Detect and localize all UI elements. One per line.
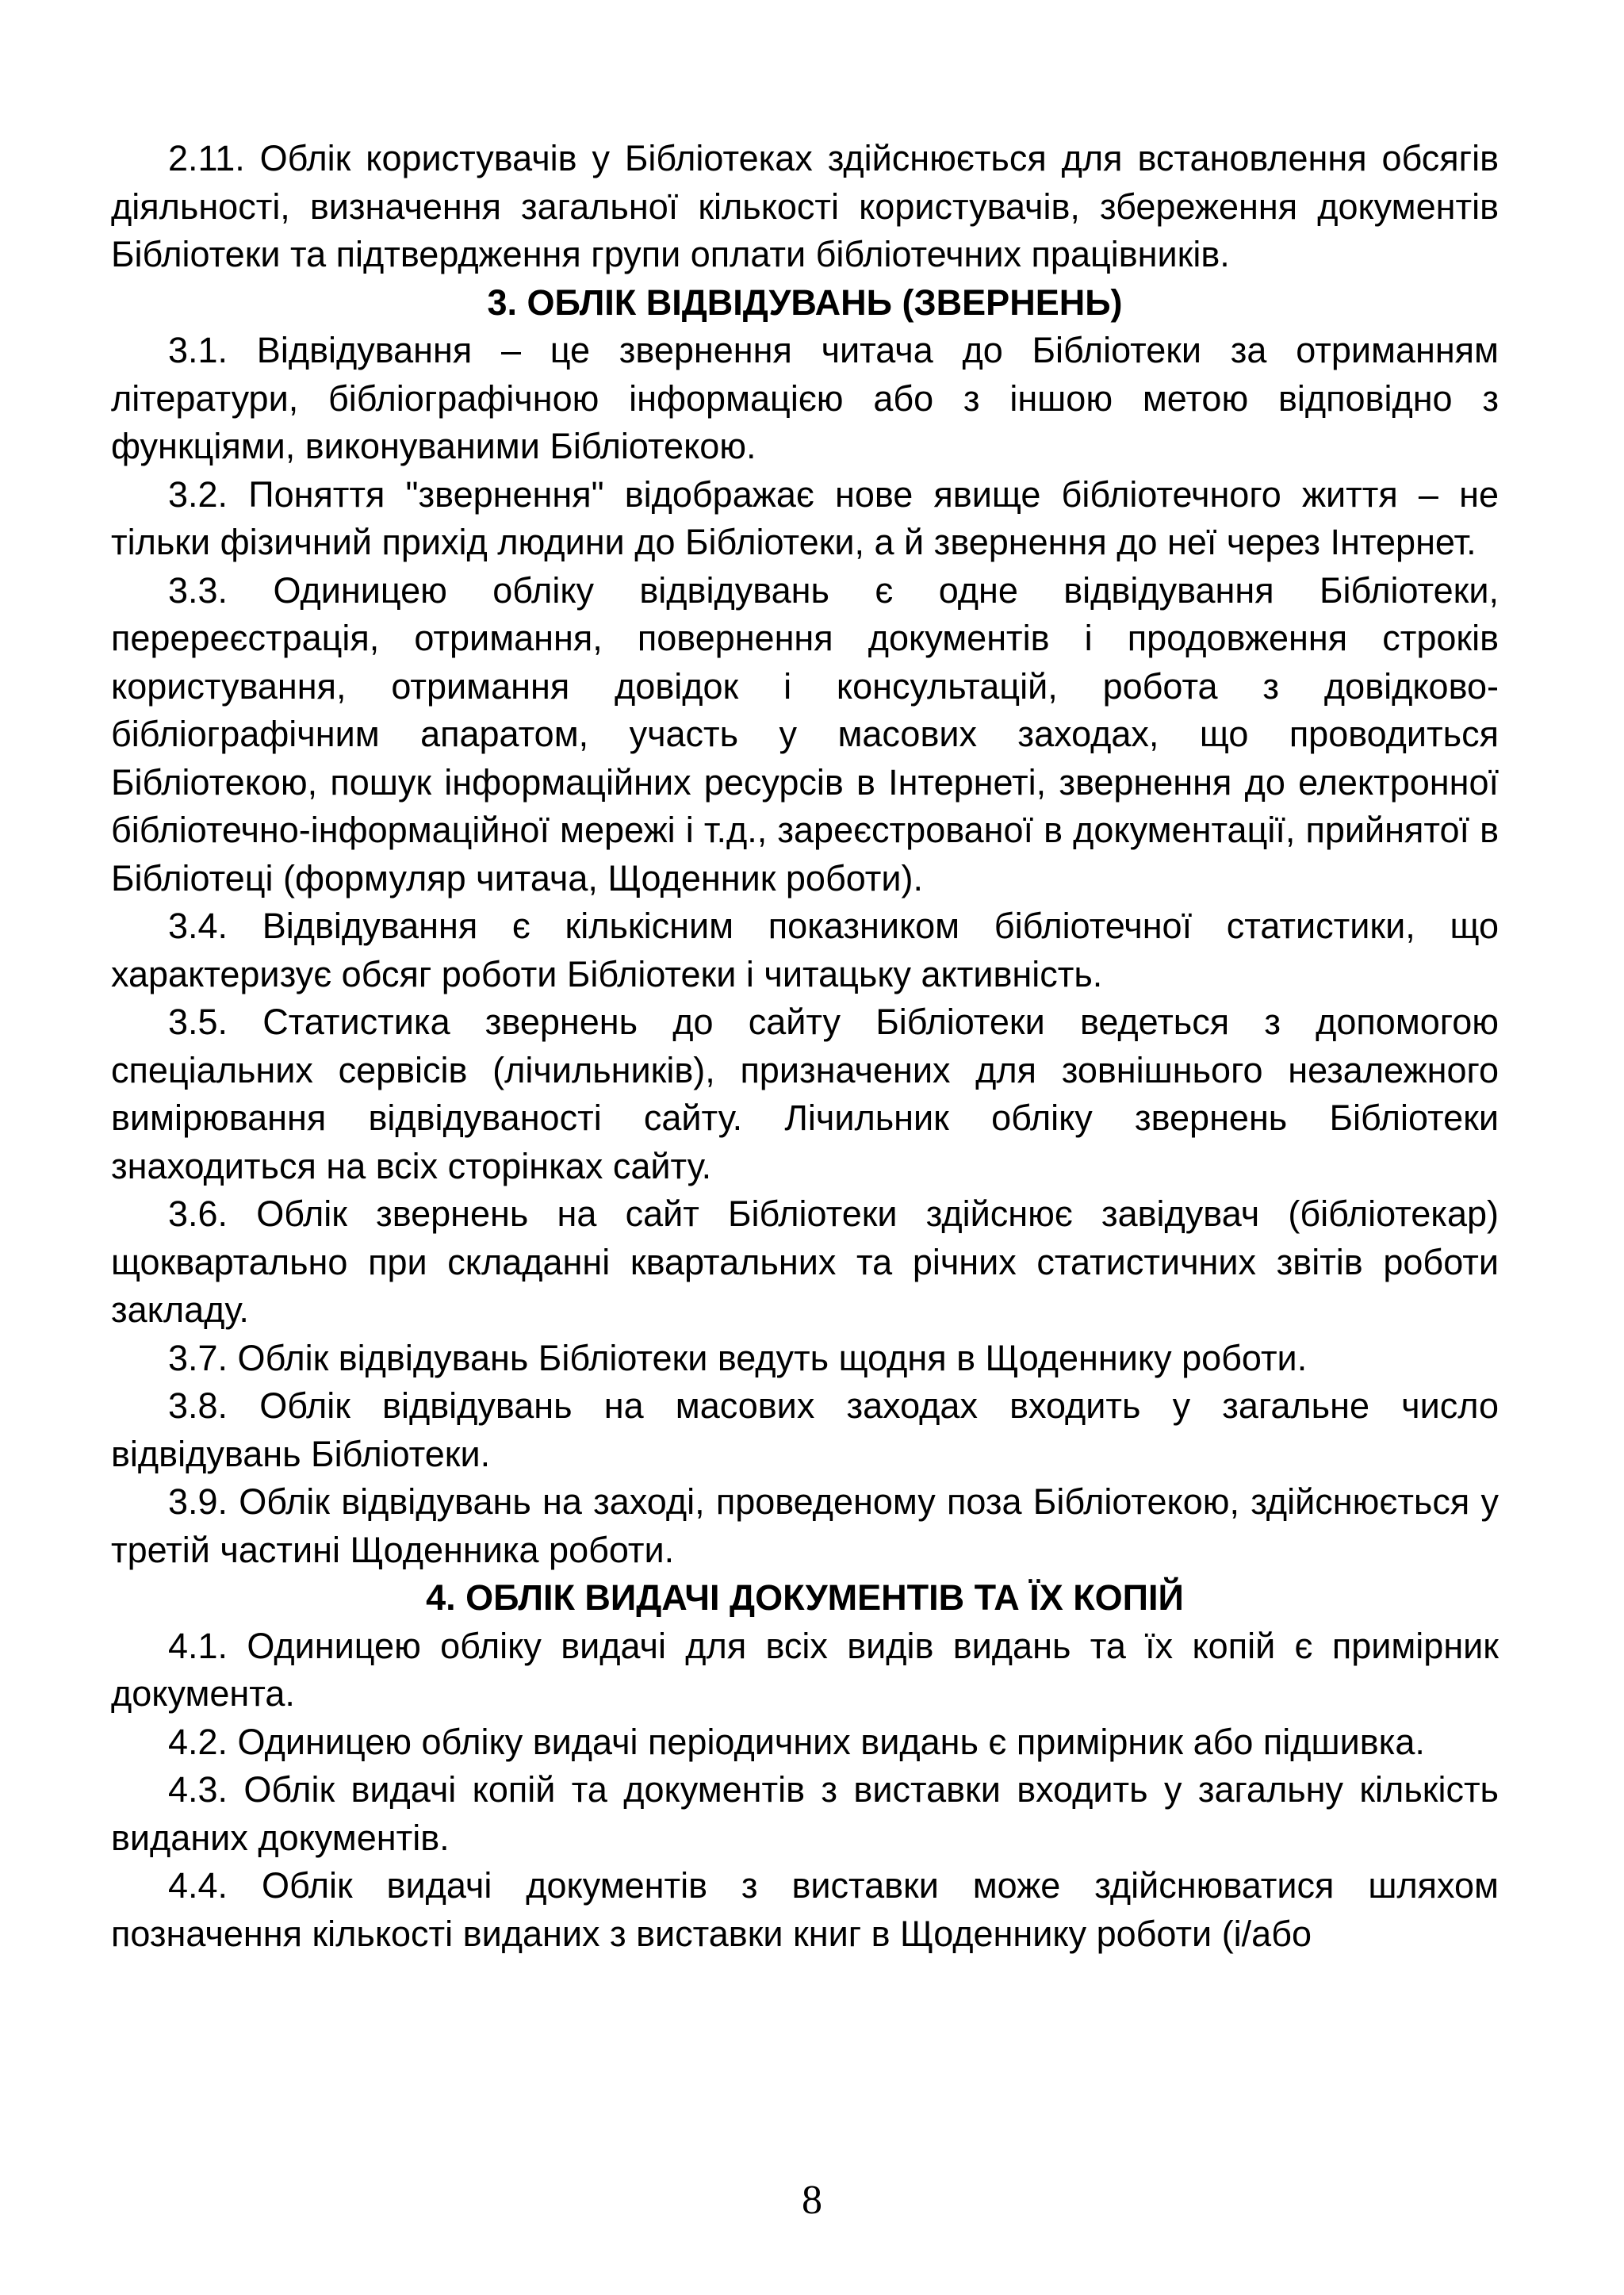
paragraph-3-6: 3.6. Облік звернень на сайт Бібліотеки здійснює завідувач (бібліотекар) щоквартально при складанні квартальних та річних статистичних звітів роботи закладу.: [111, 1193, 1499, 1330]
paragraph-2-11: 2.11. Облік користувачів у Бібліотеках здійснюється для встановлення обсягів діяльності, визначення загальної кількості користувачів, збереження документів Бібліотеки та підтвердження групи оплати бібліотечних працівників.: [111, 138, 1499, 274]
paragraph-3-5: 3.5. Статистика звернень до сайту Бібліотеки ведеться з допомогою спеціальних сервісів (лічильників), призначених для зовнішнього незалежного вимірювання відвідуваності сайту. Лічильник обліку звернень Бібліотеки знаходиться на всіх сторінках сайту.: [111, 1002, 1499, 1186]
section-heading-4: 4. ОБЛІК ВИДАЧІ ДОКУМЕНТІВ ТА ЇХ КОПІЙ: [426, 1577, 1184, 1618]
paragraph-4-1: 4.1. Одиницею обліку видачі для всіх видів видань та їх копій є примірник документа.: [111, 1625, 1499, 1714]
paragraph-3-9: 3.9. Облік відвідувань на заході, проведеному поза Бібліотекою, здійснюється у третій частині Щоденника роботи.: [111, 1481, 1499, 1570]
paragraph-3-3: 3.3. Одиницею обліку відвідувань є одне відвідування Бібліотеки, перереєстрація, отримання, повернення документів і продовження строків користування, отримання довідок і консультацій, робота з довідково-бібліографічним апаратом, участь у масових заходах, що проводиться Бібліотекою, пошук інформаційних ресурсів в Інтернеті, звернення до електронної бібліотечно-інформаційної мережі і т.д., зареєстрованої в документації, прийнятої в Бібліотеці (формуляр читача, Щоденник роботи).: [111, 569, 1499, 898]
paragraph-3-1: 3.1. Відвідування – це звернення читача до Бібліотеки за отриманням літератури, бібліографічною інформацією або з іншою метою відповідно з функціями, виконуваними Бібліотекою.: [111, 330, 1499, 466]
paragraph-4-3: 4.3. Облік видачі копій та документів з виставки входить у загальну кількість виданих документів.: [111, 1769, 1499, 1858]
paragraph-3-2: 3.2. Поняття "звернення" відображає нове явище бібліотечного життя – не тільки фізичний прихід людини до Бібліотеки, а й звернення до неї через Інтернет.: [111, 473, 1499, 562]
paragraph-3-7: 3.7. Облік відвідувань Бібліотеки ведуть щодня в Щоденнику роботи.: [168, 1337, 1308, 1378]
paragraph-3-4: 3.4. Відвідування є кількісним показником бібліотечної статистики, що характеризує обсяг роботи Бібліотеки і читацьку активність.: [111, 906, 1499, 994]
section-heading-3: 3. ОБЛІК ВІДВІДУВАНЬ (ЗВЕРНЕНЬ): [487, 282, 1123, 323]
paragraph-4-4: 4.4. Облік видачі документів з виставки може здійснюватися шляхом позначення кількості виданих з виставки книг в Щоденнику роботи (і/або: [111, 1865, 1499, 1954]
paragraph-3-8: 3.8. Облік відвідувань на масових заходах входить у загальне число відвідувань Бібліотеки.: [111, 1385, 1499, 1474]
document-body: [111, 135, 1499, 1958]
page-number: 8: [802, 2178, 822, 2223]
paragraph-4-2: 4.2. Одиницею обліку видачі періодичних видань є примірник або підшивка.: [168, 1721, 1425, 1762]
